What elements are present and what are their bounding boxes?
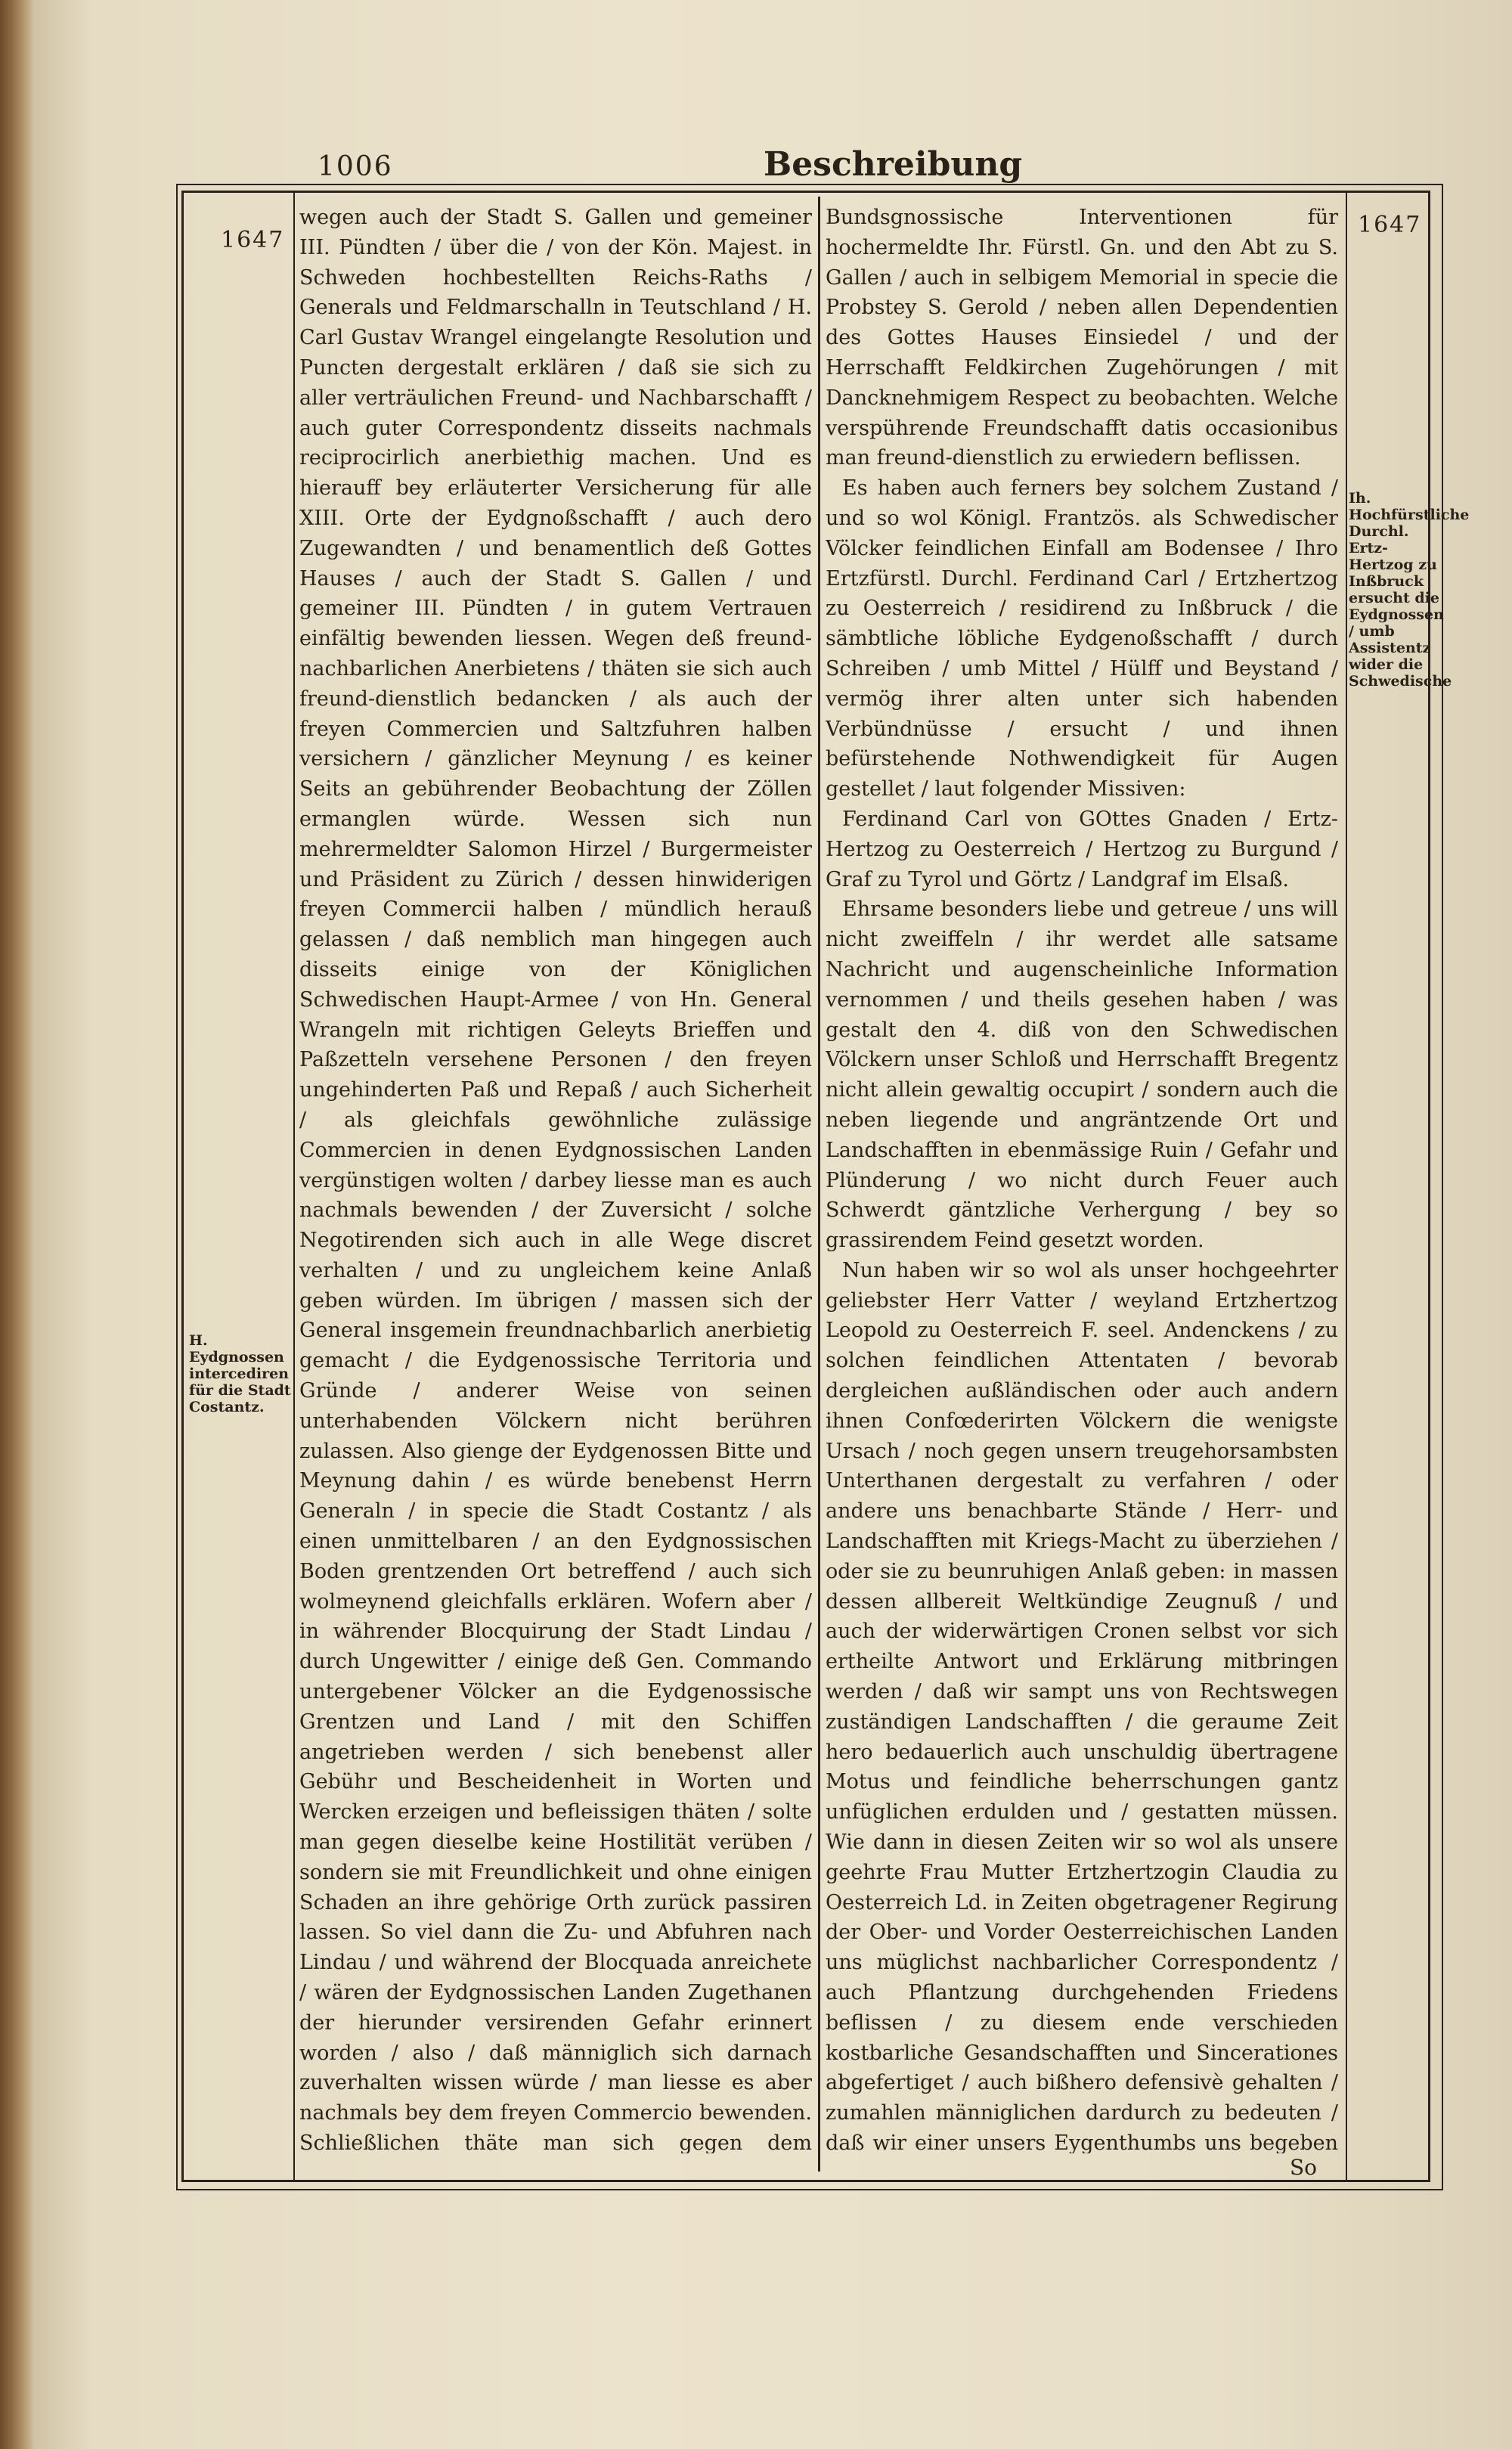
margin-note-right: Ih. Hochfürstliche Durchl. Ertz-Hertzog zu Inßbruck ersucht die Eydgnossen / umb Assistentz wider die Schwedische [1349,490,1470,690]
paragraph: Ferdinand Carl von GOttes Gnaden / Ertz-Hertzog zu Oesterreich / Hertzog zu Burgund / Graf zu Tyrol und Görtz / Landgraf im Elsaß. [826,807,1338,891]
paragraph: Es haben auch ferners bey solchem Zustand / und so wol Königl. Frantzös. als Schwedischer Völcker feindlichen Einfall am Bodensee / Ihro Ertzfürstl. Durchl. Ferdinand Carl / Ertzhertzog zu Oesterreich / residirend zu Inßbruck / die sämbtliche löbliche Eydgenoßschafft / durch Schreiben / umb Mittel / Hülff und Beystand / vermög ihrer alten unter sich habenden Verbündnüsse / ersucht / und ihnen befürstehende Nothwendigkeit für Augen gestellet / laut folgender Missiven: [826,476,1338,801]
catchword: So [1290,2155,1318,2180]
year-marker-left: 1647 [221,227,285,253]
paragraph: Bundsgnossische Interventionen für hochermeldte Ihr. Fürstl. Gn. und den Abt zu S. Gallen / auch in selbigem Memorial in specie die Probstey S. Gerold / neben allen Dependentien des Gottes Hauses Einsiedel / und der Herrschafft Feldkirchen Zugehörungen / mit Dancknehmigem Respect zu beobachten. Welche verspührende Freundschafft datis occasionibus man freund-dienstlich zu erwiedern beflissen. [826,206,1338,470]
book-binding-edge [0,0,33,2449]
page-header [204,144,1452,189]
text-column-left [299,203,812,2153]
left-margin-rule [293,191,295,2181]
column-divider [818,197,820,2172]
paragraph: wegen auch der Stadt S. Gallen und gemeiner III. Pündten / über die / von der Kön. Majest. in Schweden hochbestellten Reichs-Raths / Generals und Feldmarschalln in Teutschland / H. Carl Gustav Wrangel eingelangte Resolution und Puncten dergestalt erklären / daß sie sich zu aller verträulichen Freund- und Nachbarschafft / auch guter Correspondentz disseits nachmals reciprocirlich anerbiethig machen. Und es hierauff bey erläuterter Versicherung für alle XIII. Orte der Eydgnoßschafft / auch dero Zugewandten / und benamentlich deß Gottes Hauses / auch der Stadt S. Gallen / und gemeiner III. Pündten / in gutem Vertrauen einfältig bewenden liessen. Wegen deß freund-nachbarlichen Anerbietens / thäten sie sich auch freund-dienstlich bedancken / als auch der freyen Commercien und Saltzfuhren halben versichern / gänzlicher Meynung / es keiner Seits an gebührender Beobachtung der Zöllen ermanglen würde. Wessen sich nun mehrermeldter Salomon Hirzel / Burgermeister und Präsident zu Zürich / dessen hinwiderigen freyen Commercii halben / mündlich herauß gelassen / daß nemblich man hingegen auch disseits einige von der Königlichen Schwedischen Haupt-Armee / von Hn. General Wrangeln mit richtigen Geleyts Brieffen und Paßzetteln versehene Personen / den freyen ungehinderten Paß und Repaß / auch Sicherheit / als gleichfals gewöhnliche zulässige Commercien in denen Eydgnossischen Landen vergünstigen wolten / darbey liesse man es auch nachmals bewenden / der Zuversicht / solche Negotirenden sich auch in alle Wege discret verhalten / und zu ungleichem keine Anlaß geben würden. Im übrigen / massen sich der General insgemein freundnachbarlich anerbietig gemacht / die Eydgenossische Territoria und Gründe / anderer Weise von seinen unterhabenden Völckern nicht berühren zulassen. Also gienge der Eydgenossen Bitte und Meynung dahin / es würde benebenst Herrn Generaln / in specie die Stadt Costantz / als einen unmittelbaren / an den Eydgnossischen Boden grentzenden Ort betreffend / auch sich wolmeynend gleichfalls erklären. Wofern aber / in währender Blocquirung der Stadt Lindau / durch Ungewitter / einige deß Gen. Commando untergebener Völcker an die Eydgenossische Grentzen und Land / mit den Schiffen angetrieben werden / sich benebenst aller Gebühr und Bescheidenheit in Worten und Wercken erzeigen und befleissigen thäten / solte man gegen dieselbe keine Hostilität verüben / sondern sie mit Freundlichkeit und ohne einigen Schaden an ihre gehörige Orth zurück passiren lassen. So viel dann die Zu- und Abfuhren nach Lindau / und während der Blocquada anreichete / wären der Eydgnossischen Landen Zugethanen der hierunder versirenden Gefahr erinnert worden / also / daß männiglich sich darnach zuverhalten wissen würde / man liesse es aber nachmals bey dem freyen Commercio bewenden. Schließlichen thäte man sich gegen dem [299,206,812,2153]
year-marker-right: 1647 [1358,212,1422,238]
margin-note-left: H. Eydgnossen intercediren für die Stadt Costantz. [189,1332,291,1415]
paragraph: Nun haben wir so wol als unser hochgeehrter geliebster Herr Vatter / weyland Ertzhertzog Leopold zu Oesterreich F. seel. Andenckens / zu solchen feindlichen Attentaten / bevorab dergleichen außländischen oder auch andern ihnen Confœderirten Völckern die wenigste Ursach / noch gegen unsern treugehorsambsten Unterthanen dergestalt zu verfahren / oder andere uns benachbarte Stände / Herr- und Landschafften mit Kriegs-Macht zu überziehen / oder sie zu beunruhigen Anlaß geben: in massen dessen allbereit Weltkündige Zeugnuß / und auch der widerwärtigen Cronen selbst vor sich ertheilte Antwort und Erklärung mitbringen werden / daß wir sampt uns von Rechtswegen zuständigen Landschafften / die geraume Zeit hero bedauerlich auch unschuldig übertragene Motus und feindliche beherrschungen gantz unfüglichen erdulden und / gestatten müssen. Wie dann in diesen Zeiten wir so wol als unsere geehrte Frau Mutter Ertzhertzogin Claudia zu Oesterreich Ld. in Zeiten obgetragener Regirung der Ober- und Vorder Oesterreichischen Landen uns müglichst nachbarlicher Correspondentz / auch Pflantzung durchgehenden Friedens beflissen / zu diesem ende verschieden kostbarliche Gesandschafften und Sincerationes abgefertiget / auch bißhero defensivè gehalten / zumahlen männiglichen dardurch zu bedeuten / daß wir einer unsers Eygenthumbs uns begeben [826,1258,1338,2153]
page-number: 1006 [318,151,393,182]
right-margin-rule [1346,191,1347,2181]
paragraph: Ehrsame besonders liebe und getreue / uns will nicht zweiffeln / ihr werdet alle satsame Nachricht und augenscheinliche Information vernommen / und theils gesehen haben / was gestalt den 4. diß von den Schwedischen Völckern unser Schloß und Herrschafft Bregentz nicht allein gewaltig occupirt / sondern auch die neben liegende und angräntzende Ort und Landschafften in ebenmässige Ruin / Gefahr und Plünderung / wo nicht durch Feuer auch Schwerdt gäntzliche Verhergung / bey so grassirendem Feind gesetzt worden. [826,897,1338,1253]
text-column-right [826,203,1338,2153]
running-title: Beschreibung [764,145,1023,184]
